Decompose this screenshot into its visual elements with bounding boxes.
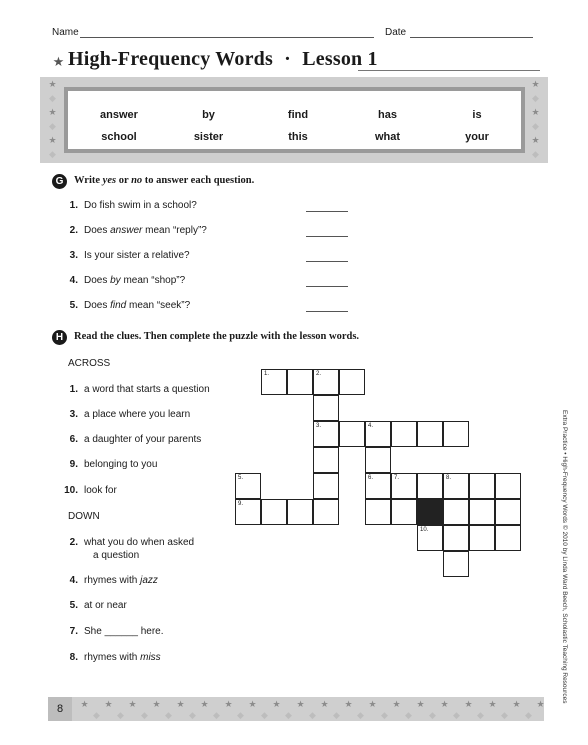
crossword-cell[interactable] — [313, 395, 339, 421]
star-icon: ★ — [392, 699, 401, 709]
clue-text: a daughter of your parents — [84, 434, 202, 445]
crossword-cell[interactable] — [443, 551, 469, 577]
diamond-icon: ◆ — [333, 710, 340, 720]
crossword-cell[interactable] — [287, 369, 313, 395]
crossword-clue-number: 1. — [264, 371, 270, 377]
crossword-cell[interactable] — [443, 421, 469, 447]
word-bank-row-2 — [84, 131, 512, 143]
crossword-cell[interactable] — [313, 421, 339, 447]
question-item — [64, 275, 185, 286]
crossword-cell[interactable] — [469, 499, 495, 525]
clue-number: 6. — [69, 434, 78, 445]
crossword-cell[interactable] — [443, 499, 469, 525]
crossword-cell[interactable] — [287, 499, 313, 525]
star-icon: ★ — [344, 699, 353, 709]
star-icon: ★ — [272, 699, 281, 709]
star-icon: ★ — [531, 135, 540, 145]
answer-blank[interactable] — [306, 261, 348, 262]
title-star-icon: ★ — [52, 54, 65, 69]
diamond-icon: ◆ — [357, 710, 364, 720]
crossword-cell[interactable] — [495, 525, 521, 551]
bank-word: find — [287, 109, 309, 121]
clue-item — [64, 485, 117, 496]
star-icon: ★ — [104, 699, 113, 709]
star-icon: ★ — [464, 699, 473, 709]
star-icon: ★ — [248, 699, 257, 709]
star-icon: ★ — [296, 699, 305, 709]
title-lesson: Lesson 1 — [302, 48, 378, 70]
word-bank-row-1 — [84, 109, 512, 121]
star-icon: ★ — [48, 107, 57, 117]
diamond-icon: ◆ — [213, 710, 220, 720]
question-number: 3. — [69, 250, 78, 261]
question-emphasis: find — [110, 300, 127, 311]
crossword-cell[interactable] — [495, 473, 521, 499]
page-number: 8 — [48, 697, 72, 721]
word-bank-box — [64, 87, 525, 153]
bank-word: school — [101, 131, 137, 143]
clue-text: at or near — [84, 600, 127, 611]
crossword-cell[interactable] — [339, 369, 365, 395]
diamond-icon: ◆ — [309, 710, 316, 720]
clue-item — [64, 434, 201, 445]
clue-text: rhymes with — [84, 575, 141, 586]
diamond-icon: ◆ — [93, 710, 100, 720]
section-h-badge: H — [52, 330, 67, 345]
crossword-cell[interactable] — [365, 499, 391, 525]
date-label: Date — [385, 27, 407, 38]
diamond-icon: ◆ — [532, 121, 539, 131]
star-icon: ★ — [48, 79, 57, 89]
crossword-cell[interactable] — [391, 421, 417, 447]
crossword-clue-number: 8. — [446, 475, 452, 481]
crossword-clue-number: 3. — [316, 423, 322, 429]
diamond-icon: ◆ — [501, 710, 508, 720]
crossword-clue-number: 7. — [394, 475, 400, 481]
clue-number: 4. — [69, 575, 78, 586]
star-icon: ★ — [440, 699, 449, 709]
question-emphasis: answer — [110, 225, 143, 236]
diamond-icon: ◆ — [165, 710, 172, 720]
diamond-icon: ◆ — [532, 93, 539, 103]
bank-word: by — [202, 109, 215, 121]
crossword-clue-number: 9. — [238, 501, 244, 507]
clue-emphasis: jazz — [140, 575, 158, 586]
answer-blank[interactable] — [306, 286, 348, 287]
clue-number: 7. — [69, 626, 78, 637]
diamond-icon: ◆ — [49, 93, 56, 103]
diamond-icon: ◆ — [237, 710, 244, 720]
instruction-text: Write — [74, 175, 103, 186]
diamond-icon: ◆ — [117, 710, 124, 720]
diamond-icon: ◆ — [49, 121, 56, 131]
clue-emphasis: miss — [140, 652, 161, 663]
crossword-cell[interactable] — [313, 369, 339, 395]
clue-item — [64, 384, 210, 395]
clue-number: 9. — [69, 459, 78, 470]
diamond-icon: ◆ — [285, 710, 292, 720]
star-icon: ★ — [320, 699, 329, 709]
crossword-cell[interactable] — [469, 525, 495, 551]
question-text: Is your sister a relative? — [84, 250, 190, 261]
title-rule — [358, 70, 540, 71]
star-icon: ★ — [152, 699, 161, 709]
copyright-credit: Extra Practice • High-Frequency Words © 2010 by Linda Ward Beech, Scholastic Teaching Resources — [561, 410, 568, 704]
bank-word: has — [378, 109, 397, 121]
clue-item — [64, 600, 127, 611]
star-icon: ★ — [416, 699, 425, 709]
bank-word: your — [465, 131, 489, 143]
instruction-text: or — [116, 175, 132, 186]
clue-item — [64, 575, 158, 586]
crossword-cell[interactable] — [365, 447, 391, 473]
answer-blank[interactable] — [306, 211, 348, 212]
clue-item — [64, 459, 157, 470]
crossword-black-cell — [417, 499, 443, 525]
bank-word: what — [374, 131, 401, 143]
crossword-cell[interactable] — [261, 499, 287, 525]
crossword-cell[interactable] — [235, 473, 261, 499]
diamond-icon: ◆ — [525, 710, 532, 720]
crossword-cell[interactable] — [313, 473, 339, 499]
crossword-cell[interactable] — [391, 473, 417, 499]
diamond-icon: ◆ — [381, 710, 388, 720]
clue-number: 5. — [69, 600, 78, 611]
question-number: 2. — [69, 225, 78, 236]
question-text: mean “shop”? — [120, 275, 186, 286]
question-item — [64, 300, 190, 311]
crossword-clue-number: 5. — [238, 475, 244, 481]
crossword-cell[interactable] — [339, 421, 365, 447]
question-number: 4. — [69, 275, 78, 286]
clue-text: look for — [84, 485, 117, 496]
star-icon: ★ — [80, 699, 89, 709]
clue-text: what you do when asked — [84, 537, 195, 548]
crossword-cell[interactable] — [365, 421, 391, 447]
diamond-icon: ◆ — [405, 710, 412, 720]
word-bank-frame — [40, 77, 548, 163]
star-icon: ★ — [368, 699, 377, 709]
crossword-cell[interactable] — [313, 499, 339, 525]
crossword-cell[interactable] — [365, 473, 391, 499]
crossword-cell[interactable] — [417, 421, 443, 447]
question-item — [64, 225, 207, 236]
clue-item — [64, 537, 194, 548]
star-icon: ★ — [176, 699, 185, 709]
star-icon: ★ — [48, 135, 57, 145]
clue-text: a word that starts a question — [84, 384, 210, 395]
question-text: Does — [84, 275, 111, 286]
clue-item — [64, 409, 190, 420]
section-g-instruction — [74, 175, 254, 186]
clue-number: 10. — [64, 485, 78, 496]
instruction-yes: yes — [102, 175, 117, 186]
star-icon: ★ — [128, 699, 137, 709]
clue-item — [64, 626, 164, 637]
clue-item — [64, 652, 161, 663]
question-text: Does — [84, 225, 111, 236]
diamond-icon: ◆ — [261, 710, 268, 720]
question-number: 1. — [69, 200, 78, 211]
question-item — [64, 200, 197, 211]
star-icon: ★ — [488, 699, 497, 709]
crossword-clue-number: 10. — [420, 527, 429, 533]
clue-text: belonging to you — [84, 459, 158, 470]
title-main: High-Frequency Words — [68, 48, 273, 70]
clue-text: a place where you learn — [84, 409, 191, 420]
section-h-instruction: Read the clues. Then complete the puzzle with the lesson words. — [74, 331, 360, 342]
diamond-icon: ◆ — [141, 710, 148, 720]
diamond-icon: ◆ — [189, 710, 196, 720]
clue-number: 1. — [69, 384, 78, 395]
down-heading: DOWN — [68, 511, 100, 522]
clue-number: 8. — [69, 652, 78, 663]
crossword-clue-number: 2. — [316, 371, 322, 377]
date-field-line — [410, 37, 533, 38]
clue-number: 2. — [69, 537, 78, 548]
name-field-line — [80, 37, 374, 38]
diamond-icon: ◆ — [429, 710, 436, 720]
crossword-clue-number: 6. — [368, 475, 374, 481]
clue-text: rhymes with — [84, 652, 141, 663]
diamond-icon: ◆ — [453, 710, 460, 720]
crossword-clue-number: 4. — [368, 423, 374, 429]
question-text: mean “reply”? — [142, 225, 207, 236]
crossword-cell[interactable] — [443, 525, 469, 551]
crossword-cell[interactable] — [417, 473, 443, 499]
answer-blank[interactable] — [306, 236, 348, 237]
clue-continuation: a question — [93, 550, 140, 561]
bank-word: this — [288, 131, 308, 143]
diamond-icon: ◆ — [477, 710, 484, 720]
instruction-no: no — [131, 175, 143, 186]
question-emphasis: by — [110, 275, 121, 286]
star-icon: ★ — [531, 107, 540, 117]
instruction-text: to answer each question. — [142, 175, 255, 186]
clue-number: 3. — [69, 409, 78, 420]
star-icon: ★ — [531, 79, 540, 89]
bank-word: is — [472, 109, 482, 121]
crossword-cell[interactable] — [417, 525, 443, 551]
answer-blank[interactable] — [306, 311, 348, 312]
title-separator: · — [284, 48, 292, 70]
crossword-cell[interactable] — [443, 473, 469, 499]
crossword-cell[interactable] — [235, 499, 261, 525]
crossword-cell[interactable] — [313, 447, 339, 473]
star-icon: ★ — [536, 699, 545, 709]
name-label: Name — [52, 27, 79, 38]
star-icon: ★ — [512, 699, 521, 709]
bank-word: sister — [193, 131, 224, 143]
question-text: Does — [84, 300, 111, 311]
star-icon: ★ — [224, 699, 233, 709]
question-text: Do fish swim in a school? — [84, 200, 197, 211]
bank-word: answer — [100, 109, 138, 121]
diamond-icon: ◆ — [49, 149, 56, 159]
question-number: 5. — [69, 300, 78, 311]
question-item — [64, 250, 190, 261]
clue-text: She ______ here. — [84, 626, 164, 637]
crossword-cell[interactable] — [495, 499, 521, 525]
star-icon: ★ — [200, 699, 209, 709]
page-title — [68, 48, 378, 71]
crossword-cell[interactable] — [469, 473, 495, 499]
across-heading: ACROSS — [68, 358, 111, 369]
crossword-cell[interactable] — [261, 369, 287, 395]
diamond-icon: ◆ — [532, 149, 539, 159]
question-text: mean “seek”? — [126, 300, 191, 311]
section-g-badge: G — [52, 174, 67, 189]
crossword-cell[interactable] — [391, 499, 417, 525]
